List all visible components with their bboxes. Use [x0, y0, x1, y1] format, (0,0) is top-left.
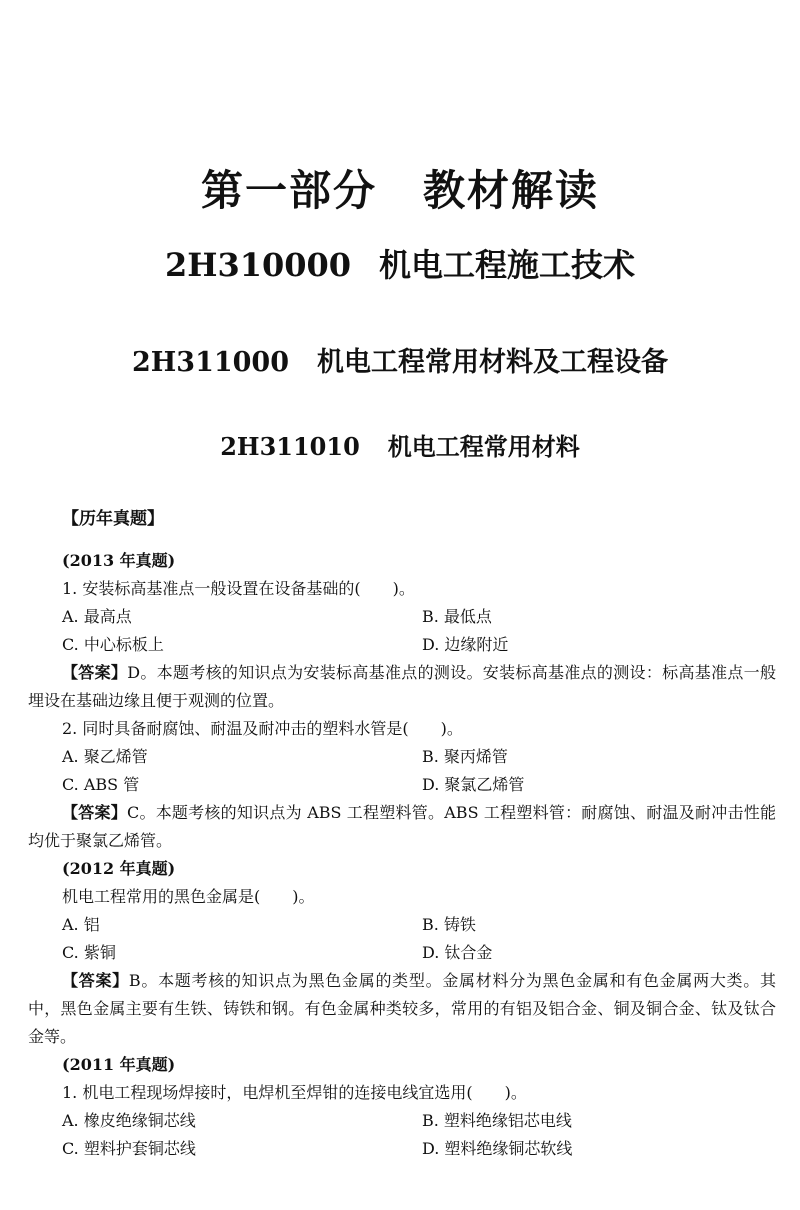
answer-text: B。本题考核的知识点为黑色金属的类型。金属材料分为黑色金属和有色金属两大类。其中，黑色金属主要有生铁、铸铁和钢。有色金属种类较多，常用的有铝及铝合金、铜及铜合金、钛及钛合金等。: [28, 971, 776, 1046]
option: B. 塑料绝缘铝芯电线: [422, 1111, 572, 1130]
section-code: 2H311000: [131, 347, 290, 378]
options-grid: [28, 911, 776, 967]
answer-paragraph: [28, 659, 776, 715]
answer-text: D。本题考核的知识点为安装标高基准点的测设。安装标高基准点的测设：标高基准点一般埋设在基础边缘且便于观测的位置。: [28, 663, 776, 710]
option: C. ABS 管: [62, 775, 140, 794]
options-grid: [28, 1107, 776, 1163]
subsection-title: 机电工程常用材料: [387, 432, 580, 461]
subsection-heading: [0, 427, 800, 462]
subsection-code: 2H311010: [220, 432, 360, 461]
exam-content: [28, 505, 776, 1163]
option: A. 聚乙烯管: [62, 747, 148, 766]
option: A. 铝: [62, 915, 100, 934]
answer-label: 【答案】: [62, 803, 127, 822]
chapter-code: 2H310000: [164, 246, 352, 284]
year-label: (2013 年真题): [62, 551, 176, 570]
exam-heading: 【历年真题】: [62, 509, 164, 529]
option: D. 塑料绝缘铜芯软线: [422, 1139, 573, 1158]
question-stem: 机电工程常用的黑色金属是( )。: [62, 887, 315, 906]
answer-paragraph: [28, 967, 776, 1051]
year-label: (2011 年真题): [62, 1055, 176, 1074]
option: C. 中心标板上: [62, 635, 164, 654]
section-title: 机电工程常用材料及工程设备: [317, 347, 669, 378]
options-grid: [28, 743, 776, 799]
answer-text: C。本题考核的知识点为 ABS 工程塑料管。ABS 工程塑料管：耐腐蚀、耐温及耐冲击性能均优于聚氯乙烯管。: [28, 803, 776, 850]
year-label: (2012 年真题): [62, 859, 176, 878]
option: C. 紫铜: [62, 943, 116, 962]
answer-label: 【答案】: [62, 663, 128, 682]
option: B. 最低点: [422, 607, 492, 626]
option: B. 铸铁: [422, 915, 476, 934]
option: D. 钛合金: [422, 943, 493, 962]
question-stem: 2. 同时具备耐腐蚀、耐温及耐冲击的塑料水管是( )。: [62, 719, 463, 738]
options-grid: [28, 603, 776, 659]
option: A. 最高点: [62, 607, 132, 626]
answer-paragraph: [28, 799, 776, 855]
option: C. 塑料护套铜芯线: [62, 1139, 196, 1158]
part-title: [0, 158, 800, 218]
option: D. 边缘附近: [422, 635, 509, 654]
option: A. 橡皮绝缘铜芯线: [62, 1111, 196, 1130]
part-title-left: 第一部分: [200, 166, 377, 215]
chapter-heading: [0, 240, 800, 286]
part-title-right: 教材解读: [423, 166, 600, 215]
option: B. 聚丙烯管: [422, 747, 508, 766]
answer-label: 【答案】: [62, 971, 129, 990]
option: D. 聚氯乙烯管: [422, 775, 525, 794]
question-stem: 1. 机电工程现场焊接时，电焊机至焊钳的连接电线宜选用( )。: [62, 1083, 527, 1102]
section-heading: [0, 340, 800, 379]
question-stem: 1. 安装标高基准点一般设置在设备基础的( )。: [62, 579, 415, 598]
chapter-title: 机电工程施工技术: [379, 246, 636, 284]
